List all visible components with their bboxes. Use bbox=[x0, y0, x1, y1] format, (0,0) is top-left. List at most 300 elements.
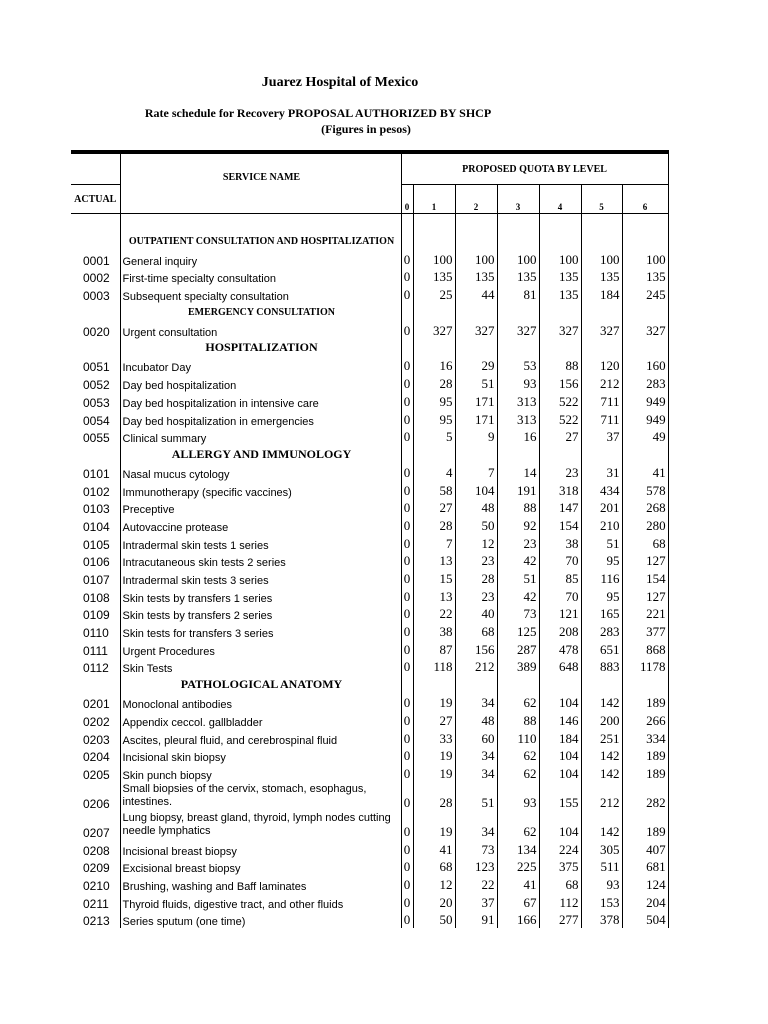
quota-level-6: 127 bbox=[622, 552, 668, 570]
quota-level-4: 478 bbox=[539, 640, 581, 658]
service-name: Intradermal skin tests 3 series bbox=[120, 569, 401, 587]
quota-level-2: 171 bbox=[455, 392, 497, 410]
quota-level-3: 313 bbox=[497, 410, 539, 428]
level-header-1: 1 bbox=[413, 200, 455, 214]
quota-level-5: 31 bbox=[581, 463, 622, 481]
quota-level-6: 327 bbox=[622, 321, 668, 339]
quota-level-0: 0 bbox=[401, 321, 413, 339]
service-code: 0053 bbox=[83, 395, 110, 410]
service-name: Ascites, pleural fluid, and cerebrospinal fluid bbox=[120, 729, 401, 747]
section-title: PATHOLOGICAL ANATOMY bbox=[120, 675, 401, 693]
quota-level-2: 28 bbox=[455, 569, 497, 587]
table-row bbox=[71, 622, 668, 640]
quota-level-6: 245 bbox=[622, 285, 668, 303]
service-code: 0105 bbox=[83, 537, 110, 552]
quota-level-2: 34 bbox=[455, 811, 497, 840]
service-code: 0108 bbox=[83, 590, 110, 605]
table-row bbox=[71, 463, 668, 481]
quota-level-3: 191 bbox=[497, 481, 539, 499]
table-row bbox=[71, 268, 668, 286]
quota-level-0: 0 bbox=[401, 268, 413, 286]
quota-level-6: 189 bbox=[622, 693, 668, 711]
quota-level-0: 0 bbox=[401, 605, 413, 623]
table-row bbox=[71, 605, 668, 623]
quota-level-6: 282 bbox=[622, 782, 668, 811]
quota-level-1: 28 bbox=[413, 374, 455, 392]
section-header-row bbox=[71, 232, 668, 250]
quota-level-4: 70 bbox=[539, 552, 581, 570]
quota-level-3: 166 bbox=[497, 911, 539, 929]
table-row bbox=[71, 285, 668, 303]
quota-level-1: 12 bbox=[413, 875, 455, 893]
quota-level-0: 0 bbox=[401, 893, 413, 911]
quota-level-1: 58 bbox=[413, 481, 455, 499]
quota-level-1: 13 bbox=[413, 552, 455, 570]
table-row bbox=[71, 747, 668, 765]
quota-level-2: 156 bbox=[455, 640, 497, 658]
quota-level-5: 116 bbox=[581, 569, 622, 587]
service-name: Preceptive bbox=[120, 499, 401, 517]
quota-level-5: 135 bbox=[581, 268, 622, 286]
quota-level-0: 0 bbox=[401, 640, 413, 658]
service-name: Thyroid fluids, digestive tract, and other fluids bbox=[120, 893, 401, 911]
table-row bbox=[71, 782, 668, 811]
quota-level-6: 268 bbox=[622, 499, 668, 517]
quota-level-1: 27 bbox=[413, 499, 455, 517]
quota-level-6: 221 bbox=[622, 605, 668, 623]
service-name: Skin tests by transfers 1 series bbox=[120, 587, 401, 605]
quota-level-2: 7 bbox=[455, 463, 497, 481]
quota-level-1: 7 bbox=[413, 534, 455, 552]
service-name: Incubator Day bbox=[120, 357, 401, 375]
quota-level-6: 124 bbox=[622, 875, 668, 893]
quota-level-3: 62 bbox=[497, 811, 539, 840]
quota-level-2: 212 bbox=[455, 658, 497, 676]
quota-level-5: 200 bbox=[581, 711, 622, 729]
quota-level-3: 125 bbox=[497, 622, 539, 640]
quota-level-6: 189 bbox=[622, 764, 668, 782]
quota-level-4: 327 bbox=[539, 321, 581, 339]
service-name: Urgent consultation bbox=[120, 321, 401, 339]
service-name: Skin punch biopsy bbox=[120, 764, 401, 782]
service-code: 0202 bbox=[83, 714, 110, 729]
service-name: Incisional breast biopsy bbox=[120, 840, 401, 858]
service-name: Skin tests by transfers 2 series bbox=[120, 605, 401, 623]
quota-level-1: 19 bbox=[413, 693, 455, 711]
quota-level-5: 305 bbox=[581, 840, 622, 858]
quota-level-4: 146 bbox=[539, 711, 581, 729]
quota-level-0: 0 bbox=[401, 622, 413, 640]
quota-level-6: 49 bbox=[622, 428, 668, 446]
quota-level-1: 327 bbox=[413, 321, 455, 339]
quota-level-4: 208 bbox=[539, 622, 581, 640]
service-name: Incisional skin biopsy bbox=[120, 747, 401, 765]
service-code: 0103 bbox=[83, 502, 110, 517]
quota-level-1: 28 bbox=[413, 782, 455, 811]
quota-level-0: 0 bbox=[401, 782, 413, 811]
service-code: 0203 bbox=[83, 732, 110, 747]
quota-level-5: 327 bbox=[581, 321, 622, 339]
section-title: ALLERGY AND IMMUNOLOGY bbox=[120, 445, 401, 463]
service-code: 0204 bbox=[83, 750, 110, 765]
table-row bbox=[71, 534, 668, 552]
service-code: 0104 bbox=[83, 519, 110, 534]
quota-level-0: 0 bbox=[401, 747, 413, 765]
quota-level-6: 1178 bbox=[622, 658, 668, 676]
table-row bbox=[71, 516, 668, 534]
quota-level-1: 19 bbox=[413, 747, 455, 765]
service-code: 0213 bbox=[83, 914, 110, 929]
quota-level-3: 93 bbox=[497, 374, 539, 392]
quota-level-4: 112 bbox=[539, 893, 581, 911]
quota-level-1: 27 bbox=[413, 711, 455, 729]
service-code: 0112 bbox=[83, 661, 109, 676]
quota-level-3: 110 bbox=[497, 729, 539, 747]
quota-level-2: 68 bbox=[455, 622, 497, 640]
quota-level-5: 95 bbox=[581, 587, 622, 605]
quota-level-1: 4 bbox=[413, 463, 455, 481]
quota-level-5: 883 bbox=[581, 658, 622, 676]
level-header-0: 0 bbox=[401, 200, 413, 214]
quota-level-4: 648 bbox=[539, 658, 581, 676]
service-name: Immunotherapy (specific vaccines) bbox=[120, 481, 401, 499]
quota-level-3: 41 bbox=[497, 875, 539, 893]
quota-level-6: 100 bbox=[622, 250, 668, 268]
quota-level-4: 135 bbox=[539, 285, 581, 303]
quota-level-4: 154 bbox=[539, 516, 581, 534]
quota-level-4: 156 bbox=[539, 374, 581, 392]
section-header-row bbox=[71, 339, 668, 357]
service-code: 0052 bbox=[83, 378, 110, 393]
quota-level-5: 142 bbox=[581, 811, 622, 840]
quota-level-2: 34 bbox=[455, 764, 497, 782]
quota-level-2: 34 bbox=[455, 693, 497, 711]
table-row bbox=[71, 658, 668, 676]
quota-level-1: 22 bbox=[413, 605, 455, 623]
quota-level-6: 127 bbox=[622, 587, 668, 605]
section-header-row bbox=[71, 303, 668, 321]
service-name: Small biopsies of the cervix, stomach, esophagus, intestines. bbox=[120, 782, 401, 811]
quota-level-0: 0 bbox=[401, 392, 413, 410]
quota-level-5: 184 bbox=[581, 285, 622, 303]
service-code: 0003 bbox=[83, 289, 110, 304]
quota-level-0: 0 bbox=[401, 357, 413, 375]
level-header-5: 5 bbox=[581, 200, 622, 214]
service-name: Autovaccine protease bbox=[120, 516, 401, 534]
service-name: Skin Tests bbox=[120, 658, 401, 676]
service-name: Clinical summary bbox=[120, 428, 401, 446]
service-code: 0055 bbox=[83, 431, 110, 446]
quota-level-6: 283 bbox=[622, 374, 668, 392]
quota-level-4: 104 bbox=[539, 693, 581, 711]
quota-level-4: 155 bbox=[539, 782, 581, 811]
quota-level-3: 88 bbox=[497, 499, 539, 517]
quota-level-2: 327 bbox=[455, 321, 497, 339]
quota-level-4: 522 bbox=[539, 392, 581, 410]
table-row bbox=[71, 911, 668, 929]
quota-level-6: 266 bbox=[622, 711, 668, 729]
quota-level-1: 68 bbox=[413, 858, 455, 876]
quota-level-3: 93 bbox=[497, 782, 539, 811]
quota-level-1: 87 bbox=[413, 640, 455, 658]
quota-level-0: 0 bbox=[401, 711, 413, 729]
table-row bbox=[71, 640, 668, 658]
quota-level-5: 651 bbox=[581, 640, 622, 658]
quota-level-4: 375 bbox=[539, 858, 581, 876]
level-header-6: 6 bbox=[622, 200, 668, 214]
quota-level-1: 16 bbox=[413, 357, 455, 375]
quota-level-3: 62 bbox=[497, 693, 539, 711]
quota-level-3: 81 bbox=[497, 285, 539, 303]
quota-level-0: 0 bbox=[401, 840, 413, 858]
quota-level-3: 73 bbox=[497, 605, 539, 623]
quota-level-6: 41 bbox=[622, 463, 668, 481]
table-row bbox=[71, 693, 668, 711]
quota-level-2: 91 bbox=[455, 911, 497, 929]
quota-level-0: 0 bbox=[401, 658, 413, 676]
quota-level-5: 93 bbox=[581, 875, 622, 893]
table-row bbox=[71, 410, 668, 428]
service-name: Day bed hospitalization in emergencies bbox=[120, 410, 401, 428]
quota-level-5: 201 bbox=[581, 499, 622, 517]
quota-level-4: 135 bbox=[539, 268, 581, 286]
quota-level-3: 42 bbox=[497, 552, 539, 570]
document-subtitle: Rate schedule for Recovery PROPOSAL AUTHORIZED BY SHCP bbox=[144, 106, 492, 120]
quota-level-2: 34 bbox=[455, 747, 497, 765]
quota-level-0: 0 bbox=[401, 534, 413, 552]
quota-level-4: 121 bbox=[539, 605, 581, 623]
quota-level-1: 135 bbox=[413, 268, 455, 286]
quota-level-1: 33 bbox=[413, 729, 455, 747]
quota-level-0: 0 bbox=[401, 499, 413, 517]
quota-level-4: 38 bbox=[539, 534, 581, 552]
quota-level-4: 68 bbox=[539, 875, 581, 893]
actual-header: ACTUAL bbox=[71, 185, 120, 214]
quota-level-6: 949 bbox=[622, 410, 668, 428]
table-row bbox=[71, 392, 668, 410]
quota-level-1: 15 bbox=[413, 569, 455, 587]
quota-level-5: 142 bbox=[581, 693, 622, 711]
quota-level-6: 504 bbox=[622, 911, 668, 929]
document-title: Juarez Hospital of Mexico bbox=[261, 75, 419, 90]
service-code: 0109 bbox=[83, 608, 110, 623]
service-code: 0205 bbox=[83, 767, 110, 782]
quota-level-5: 165 bbox=[581, 605, 622, 623]
quota-level-5: 100 bbox=[581, 250, 622, 268]
service-code: 0208 bbox=[83, 843, 110, 858]
service-name: Subsequent specialty consultation bbox=[120, 285, 401, 303]
quota-level-4: 277 bbox=[539, 911, 581, 929]
quota-level-4: 318 bbox=[539, 481, 581, 499]
quota-level-2: 37 bbox=[455, 893, 497, 911]
quota-level-0: 0 bbox=[401, 811, 413, 840]
service-code: 0210 bbox=[83, 878, 110, 893]
quota-level-6: 154 bbox=[622, 569, 668, 587]
quota-level-4: 27 bbox=[539, 428, 581, 446]
quota-level-2: 51 bbox=[455, 374, 497, 392]
quota-level-1: 50 bbox=[413, 911, 455, 929]
quota-level-4: 70 bbox=[539, 587, 581, 605]
quota-level-6: 68 bbox=[622, 534, 668, 552]
quota-level-1: 25 bbox=[413, 285, 455, 303]
quota-level-1: 41 bbox=[413, 840, 455, 858]
quota-level-2: 50 bbox=[455, 516, 497, 534]
level-header-4: 4 bbox=[539, 200, 581, 214]
quota-level-1: 95 bbox=[413, 392, 455, 410]
quota-level-2: 22 bbox=[455, 875, 497, 893]
service-name: General inquiry bbox=[120, 250, 401, 268]
quota-level-5: 711 bbox=[581, 410, 622, 428]
service-name: Urgent Procedures bbox=[120, 640, 401, 658]
quota-level-5: 251 bbox=[581, 729, 622, 747]
service-name: Nasal mucus cytology bbox=[120, 463, 401, 481]
quota-level-4: 88 bbox=[539, 357, 581, 375]
quota-level-5: 37 bbox=[581, 428, 622, 446]
quota-level-2: 29 bbox=[455, 357, 497, 375]
table-row bbox=[71, 357, 668, 375]
quota-level-5: 511 bbox=[581, 858, 622, 876]
quota-level-3: 42 bbox=[497, 587, 539, 605]
quota-level-6: 280 bbox=[622, 516, 668, 534]
table-row bbox=[71, 374, 668, 392]
quota-level-0: 0 bbox=[401, 858, 413, 876]
quota-level-4: 147 bbox=[539, 499, 581, 517]
quota-level-0: 0 bbox=[401, 552, 413, 570]
quota-level-0: 0 bbox=[401, 463, 413, 481]
quota-level-0: 0 bbox=[401, 374, 413, 392]
quota-level-3: 16 bbox=[497, 428, 539, 446]
quota-level-3: 225 bbox=[497, 858, 539, 876]
service-name: Day bed hospitalization bbox=[120, 374, 401, 392]
quota-level-2: 12 bbox=[455, 534, 497, 552]
table-row bbox=[71, 587, 668, 605]
quota-level-1: 20 bbox=[413, 893, 455, 911]
quota-level-6: 160 bbox=[622, 357, 668, 375]
quota-level-2: 135 bbox=[455, 268, 497, 286]
quota-level-5: 378 bbox=[581, 911, 622, 929]
quota-level-4: 224 bbox=[539, 840, 581, 858]
table-row bbox=[71, 428, 668, 446]
quota-level-0: 0 bbox=[401, 481, 413, 499]
quota-level-3: 92 bbox=[497, 516, 539, 534]
quota-level-2: 44 bbox=[455, 285, 497, 303]
service-name: Intracutaneous skin tests 2 series bbox=[120, 552, 401, 570]
service-name-header: SERVICE NAME bbox=[120, 152, 401, 200]
quota-level-2: 123 bbox=[455, 858, 497, 876]
service-name: First-time specialty consultation bbox=[120, 268, 401, 286]
quota-level-2: 51 bbox=[455, 782, 497, 811]
quota-level-3: 327 bbox=[497, 321, 539, 339]
service-code: 0209 bbox=[83, 861, 110, 876]
quota-level-3: 62 bbox=[497, 747, 539, 765]
section-title: OUTPATIENT CONSULTATION AND HOSPITALIZATION bbox=[120, 232, 401, 250]
quota-level-5: 283 bbox=[581, 622, 622, 640]
quota-level-5: 210 bbox=[581, 516, 622, 534]
service-code: 0207 bbox=[83, 825, 110, 840]
quota-level-0: 0 bbox=[401, 693, 413, 711]
quota-level-6: 204 bbox=[622, 893, 668, 911]
service-name: Excisional breast biopsy bbox=[120, 858, 401, 876]
quota-level-0: 0 bbox=[401, 587, 413, 605]
quota-level-1: 28 bbox=[413, 516, 455, 534]
service-code: 0110 bbox=[83, 626, 109, 641]
service-name: Intradermal skin tests 1 series bbox=[120, 534, 401, 552]
table-row bbox=[71, 875, 668, 893]
service-code: 0211 bbox=[83, 896, 109, 911]
quota-level-3: 287 bbox=[497, 640, 539, 658]
quota-level-3: 134 bbox=[497, 840, 539, 858]
quota-level-3: 62 bbox=[497, 764, 539, 782]
service-code: 0001 bbox=[83, 253, 110, 268]
section-header-row bbox=[71, 675, 668, 693]
quota-level-5: 142 bbox=[581, 747, 622, 765]
quota-level-3: 135 bbox=[497, 268, 539, 286]
quota-level-5: 142 bbox=[581, 764, 622, 782]
quota-level-2: 60 bbox=[455, 729, 497, 747]
service-code: 0002 bbox=[83, 271, 110, 286]
service-code: 0206 bbox=[83, 796, 110, 811]
quota-level-6: 135 bbox=[622, 268, 668, 286]
table-row bbox=[71, 840, 668, 858]
service-name: Brushing, washing and Baff laminates bbox=[120, 875, 401, 893]
quota-level-5: 434 bbox=[581, 481, 622, 499]
rate-schedule-table bbox=[71, 150, 669, 928]
quota-level-0: 0 bbox=[401, 729, 413, 747]
table-row bbox=[71, 499, 668, 517]
table-row bbox=[71, 729, 668, 747]
service-name: Lung biopsy, breast gland, thyroid, lymph nodes cutting needle lymphatics bbox=[120, 811, 401, 840]
quota-level-3: 88 bbox=[497, 711, 539, 729]
quota-level-6: 407 bbox=[622, 840, 668, 858]
section-header-row bbox=[71, 445, 668, 463]
quota-level-0: 0 bbox=[401, 250, 413, 268]
quota-level-5: 153 bbox=[581, 893, 622, 911]
quota-level-5: 51 bbox=[581, 534, 622, 552]
quota-level-2: 23 bbox=[455, 587, 497, 605]
quota-level-0: 0 bbox=[401, 428, 413, 446]
quota-level-6: 868 bbox=[622, 640, 668, 658]
service-code: 0054 bbox=[83, 413, 110, 428]
quota-level-6: 189 bbox=[622, 811, 668, 840]
service-code: 0051 bbox=[83, 360, 110, 375]
table-row bbox=[71, 893, 668, 911]
level-header-2: 2 bbox=[455, 200, 497, 214]
quota-level-4: 100 bbox=[539, 250, 581, 268]
quota-level-2: 73 bbox=[455, 840, 497, 858]
table-row bbox=[71, 858, 668, 876]
quota-level-3: 313 bbox=[497, 392, 539, 410]
service-code: 0106 bbox=[83, 555, 110, 570]
service-name: Monoclonal antibodies bbox=[120, 693, 401, 711]
quota-level-2: 104 bbox=[455, 481, 497, 499]
table-row bbox=[71, 552, 668, 570]
service-name: Series sputum (one time) bbox=[120, 911, 401, 929]
quota-level-6: 578 bbox=[622, 481, 668, 499]
table-row bbox=[71, 711, 668, 729]
quota-level-6: 189 bbox=[622, 747, 668, 765]
quota-level-5: 711 bbox=[581, 392, 622, 410]
quota-level-6: 334 bbox=[622, 729, 668, 747]
service-code: 0102 bbox=[83, 484, 110, 499]
quota-level-2: 9 bbox=[455, 428, 497, 446]
quota-level-3: 389 bbox=[497, 658, 539, 676]
table-row bbox=[71, 250, 668, 268]
service-code: 0101 bbox=[83, 466, 110, 481]
quota-level-2: 48 bbox=[455, 499, 497, 517]
quota-level-4: 522 bbox=[539, 410, 581, 428]
service-code: 0111 bbox=[83, 643, 108, 658]
quota-level-0: 0 bbox=[401, 764, 413, 782]
